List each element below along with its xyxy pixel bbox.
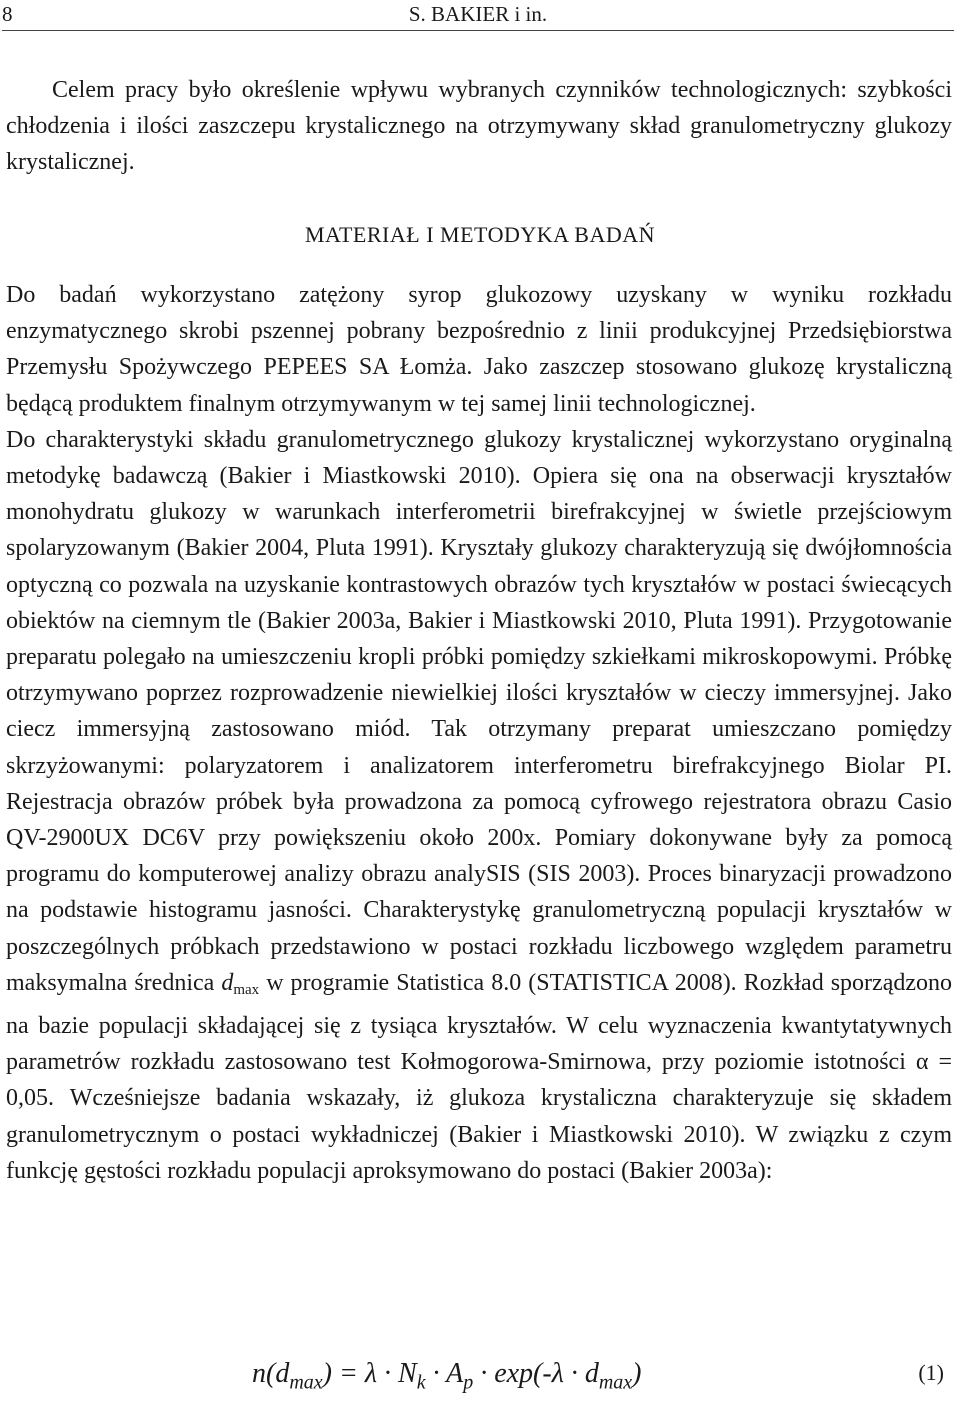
dmax-symbol: d xyxy=(221,969,234,996)
page-number: 8 xyxy=(2,2,13,26)
equation-number: (1) xyxy=(918,1360,944,1385)
intro-paragraph: Celem pracy było określenie wpływu wybranych czynników technologicznych: szybkości chłodzenia i ilości zaszczepu krystalicznego na otrzymywany skład granulometryczny glukozy krystalicznej. xyxy=(6,77,952,176)
eq-exp-sub: max xyxy=(598,1371,633,1394)
eq-lhs-sub: max xyxy=(289,1371,323,1394)
paragraph-2-continued: w programie Statistica 8.0 (STATISTICA 2008). Rozkład sporządzono na bazie populacji składającej się z tysiąca kryształów. W celu wyznaczenia kwantytatywnych parametrów rozkładu zastosowano test Kołmogorowa-Smirnowa, przy poziomie istotności xyxy=(6,969,953,1076)
methods-paragraph-1: Do badań wykorzystano zatężony syrop glukozowy uzyskany w wyniku rozkładu enzymatycznego skrobi pszennej pobrany bezpośrednio z linii produkcyjnej Przedsiębiorstwa Przemysłu Spożywczego PEPEES SA Łomża. Jako zaszczep stosowano glukozę krystaliczną będącą produktem finalnym otrzymywanym w tej samej linii technologicznej. xyxy=(6,282,952,417)
alpha-expression: α = 0,05. xyxy=(6,1049,953,1112)
section-heading: MATERIAŁ I METODYKA BADAŃ xyxy=(304,222,656,247)
page-header xyxy=(2,2,954,31)
dmax-subscript: max xyxy=(233,981,260,998)
eq-a: · A xyxy=(425,1358,464,1389)
equation-1 xyxy=(252,1358,641,1395)
eq-close: ) xyxy=(632,1358,642,1389)
methods-paragraph-2 xyxy=(6,422,952,1189)
paragraph-2-end: Wcześniejsze badania wskazały, iż glukoza krystaliczna charakteryzuje się składem granulometrycznym o postaci wykładniczej (Bakier i Miastkowski 2010). W związku z czym funkcję gęstości rozkładu populacji aproksymowano do postaci (Bakier 2003a): xyxy=(6,1085,953,1184)
intro-section xyxy=(6,72,952,181)
eq-ap-sub: p xyxy=(463,1371,474,1394)
eq-exp: · exp(-λ · d xyxy=(473,1358,599,1389)
paragraph-2-text: Do charakterystyki składu granulometrycznego glukozy krystalicznej wykorzystano oryginalną metodykę badawczą (Bakier i Miastkowski 2010). Opiera się ona na obserwacji kryształów monohydratu glukozy w warunkach interferometrii birefrakcyjnej w świetle przejściowym spolaryzowanym (Bakier 2004, Pluta 1991). Kryształy glukozy charakteryzują się dwójłomnościa optyczną co pozwala na uzyskanie kontrastowych obrazów tych kryształów w postaci świecących obiektów na ciemnym tle (Bakier 2003a, Bakier i Miastkowski 2010, Pluta 1991). Przygotowanie preparatu polegało na umieszczeniu kropli próbki pomiędzy szkiełkami mikroskopowymi. Próbkę otrzymywano poprzez rozprowadzenie niewielkiej ilości kryształów w cieczy immersyjnej. Jako ciecz immersyjną zastosowano miód. Tak otrzymany preparat umieszczano pomiędzy skrzyżowanymi: polaryzatorem i analizatorem interferometru birefrakcyjnego Biolar PI. Rejestracja obrazów próbek była prowadzona za pomocą cyfrowego rejestratora obrazu Casio QV-2900UX DC6V przy powiększeniu około 200x. Pomiary dokonywane były za pomocą programu do komputerowej analizy obrazu analySIS (SIS 2003). Proces binaryzacji prowadzono na podstawie histogramu jasności. Charakterystykę granulometryczną populacji kryształów w poszczególnych próbkach przedstawiono w postaci rozkładu liczbowego względem parametru maksymalna średnica xyxy=(6,426,952,996)
eq-nk-sub: k xyxy=(416,1371,426,1394)
eq-mid: ) = λ · N xyxy=(322,1358,417,1389)
eq-lhs: n(d xyxy=(252,1358,290,1389)
methods-section xyxy=(6,277,952,1189)
running-title: S. BAKIER i in. xyxy=(408,2,548,26)
